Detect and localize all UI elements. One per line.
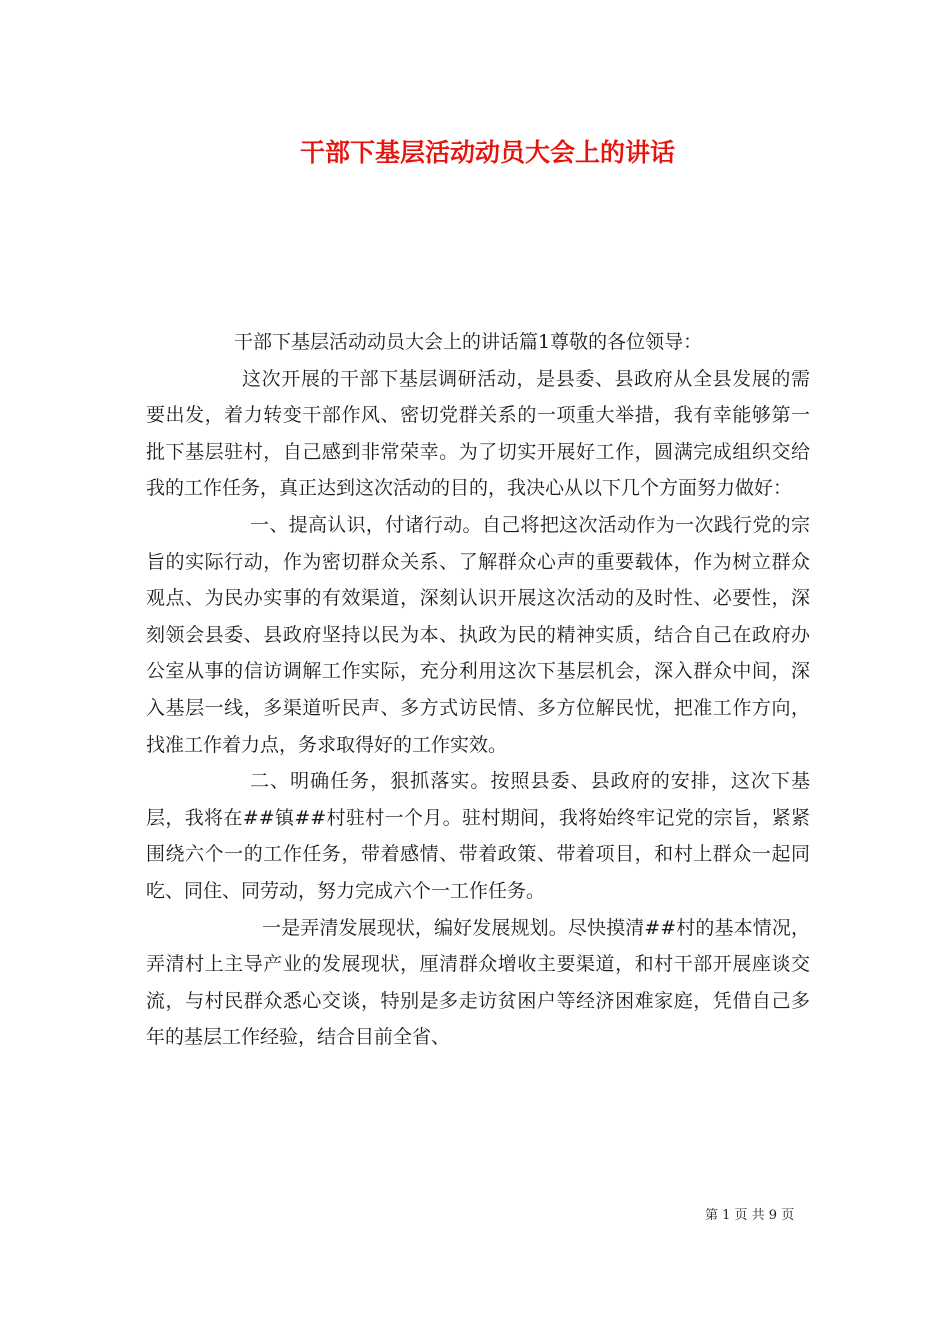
- paragraph-point-one: 一、提高认识，付诸行动。自己将把这次活动作为一次践行党的宗旨的实际行动，作为密切群众关系、了解群众心声的重要载体，作为树立群众观点、为民办实事的有效渠道，深刻认识开展这次活动的及时性、必要性，深刻领会县委、县政府坚持以民为本、执政为民的精神实质，结合自己在政府办公室从事的信访调解工作实际，充分利用这次下基层机会，深入群众中间，深入基层一线，多渠道听民声、多方式访民情、多方位解民忧，把准工作方向，找准工作着力点，务求取得好的工作实效。: [146, 513, 810, 756]
- paragraph-point-two: 二、明确任务，狠抓落实。按照县委、县政府的安排，这次下基层，我将在##镇##村驻村一个月。驻村期间，我将始终牢记党的宗旨，紧紧围绕六个一的工作任务，带着感情、带着政策、带着项目，和村上群众一起同吃、同住、同劳动，努力完成六个一工作任务。: [146, 770, 810, 902]
- paragraph-task-one: 一是弄清发展现状，编好发展规划。尽快摸清##村的基本情况，弄清村上主导产业的发展现状，厘清群众增收主要渠道，和村干部开展座谈交流，与村民群众悉心交谈，特别是多走访贫困户等经济困难家庭，凭借自己多年的基层工作经验，结合目前全省、: [146, 916, 810, 1049]
- document-title: 干部下基层活动动员大会上的讲话: [300, 138, 676, 167]
- page-number: 第 1 页 共 9 页: [705, 1208, 795, 1223]
- document-body: [146, 324, 810, 1056]
- paragraph-salutation: 干部下基层活动动员大会上的讲话篇1尊敬的各位领导：: [234, 331, 703, 353]
- paragraph-intro: 这次开展的干部下基层调研活动，是县委、县政府从全县发展的需要出发，着力转变干部作风、密切党群关系的一项重大举措，我有幸能够第一批下基层驻村，自己感到非常荣幸。为了切实开展好工作，圆满完成组织交给我的工作任务，真正达到这次活动的目的，我决心从以下几个方面努力做好：: [146, 367, 810, 500]
